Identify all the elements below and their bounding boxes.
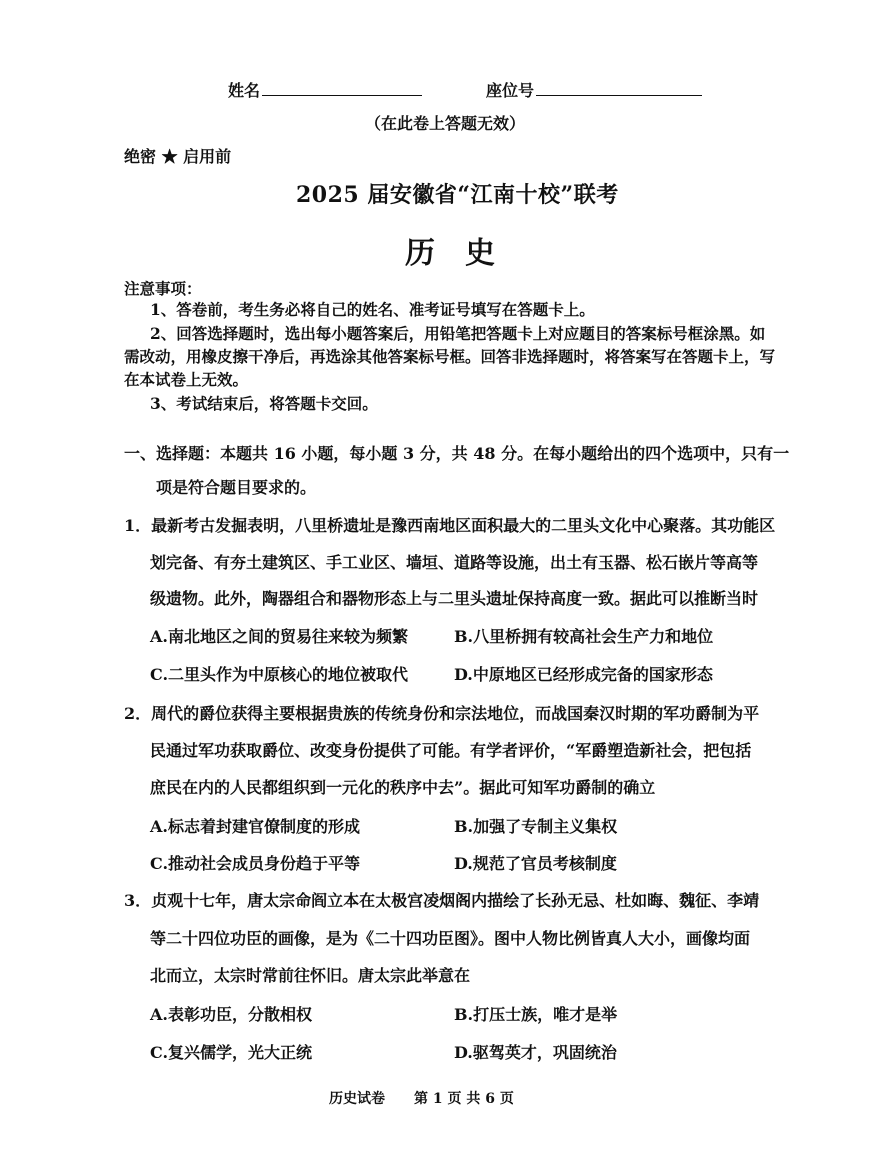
notice-line-2b: 需改动，用橡皮擦干净后，再选涂其他答案标号框。回答非选择题时，将答案写在答题卡上，写 xyxy=(124,347,776,366)
notice-line-2c: 在本试卷上无效。 xyxy=(124,370,249,389)
subject-title: 历 史 xyxy=(405,236,495,271)
section-heading-line-2: 项是符合题目要求的。 xyxy=(156,478,317,497)
q2-line-3: 庶民在内的人民都组织到一元化的秩序中去”。据此可知军功爵制的确立 xyxy=(150,778,656,797)
q2-option-b: B.加强了专制主义集权 xyxy=(454,817,618,836)
seat-field xyxy=(486,78,702,101)
invalid-note: （在此卷上答题无效） xyxy=(365,114,526,133)
q2-option-d: D.规范了官员考核制度 xyxy=(454,854,617,873)
seat-blank xyxy=(536,94,702,96)
seat-label: 座位号 xyxy=(486,81,535,100)
section-heading-line-1: 一、选择题：本题共 16 小题，每小题 3 分，共 48 分。在每小题给出的四个选项中，只有一 xyxy=(124,444,790,463)
q1-option-c: C.二里头作为中原核心的地位被取代 xyxy=(150,665,409,684)
q2-option-c: C.推动社会成员身份趋于平等 xyxy=(150,854,361,873)
footer-subject: 历史试卷 xyxy=(329,1091,385,1107)
q1-option-b: B.八里桥拥有较高社会生产力和地位 xyxy=(454,627,714,646)
notice-line-3: 3、考试结束后，将答题卡交回。 xyxy=(150,394,378,413)
q3-option-a: A.表彰功臣，分散相权 xyxy=(150,1005,312,1024)
notice-heading: 注意事项： xyxy=(124,279,202,298)
q3-option-b: B.打压士族，唯才是举 xyxy=(454,1005,618,1024)
q3-line-1: 3．贞观十七年，唐太宗命阎立本在太极宫凌烟阁内描绘了长孙无忌、杜如晦、魏征、李靖 xyxy=(124,891,760,910)
footer-page: 第 1 页 共 6 页 xyxy=(414,1091,514,1107)
q1-line-3: 级遗物。此外，陶器组合和器物形态上与二里头遗址保持高度一致。据此可以推断当时 xyxy=(150,589,759,608)
q1-option-d: D.中原地区已经形成完备的国家形态 xyxy=(454,665,713,684)
secret-mark: 绝密 ★ 启用前 xyxy=(124,147,232,166)
name-field xyxy=(228,78,422,101)
q3-option-d: D.驱驾英才，巩固统治 xyxy=(454,1043,617,1062)
notice-line-2a: 2、回答选择题时，选出每小题答案后，用铅笔把答题卡上对应题目的答案标号框涂黑。如 xyxy=(150,324,766,343)
q2-line-2: 民通过军功获取爵位、改变身份提供了可能。有学者评价，“军爵塑造新社会，把包括 xyxy=(150,741,752,760)
name-blank xyxy=(262,94,422,96)
q1-line-1: 1．最新考古发掘表明，八里桥遗址是豫西南地区面积最大的二里头文化中心聚落。其功能区 xyxy=(124,516,776,535)
q3-line-2: 等二十四位功臣的画像，是为《二十四功臣图》。图中人物比例皆真人大小，画像均面 xyxy=(150,929,751,948)
q1-option-a: A.南北地区之间的贸易往来较为频繁 xyxy=(150,627,408,646)
q1-line-2: 划完备、有夯土建筑区、手工业区、墙垣、道路等设施，出土有玉器、松石嵌片等高等 xyxy=(150,553,759,572)
notice-line-1: 1、答卷前，考生务必将自己的姓名、准考证号填写在答题卡上。 xyxy=(150,300,595,319)
q3-option-c: C.复兴儒学，光大正统 xyxy=(150,1043,313,1062)
name-label: 姓名 xyxy=(228,81,261,100)
q2-line-1: 2．周代的爵位获得主要根据贵族的传统身份和宗法地位，而战国秦汉时期的军功爵制为平 xyxy=(124,704,760,723)
exam-title: 2025 届安徽省“江南十校”联考 xyxy=(296,182,619,208)
q3-line-3: 北而立，太宗时常前往怀旧。唐太宗此举意在 xyxy=(150,966,471,985)
q2-option-a: A.标志着封建官僚制度的形成 xyxy=(150,817,360,836)
